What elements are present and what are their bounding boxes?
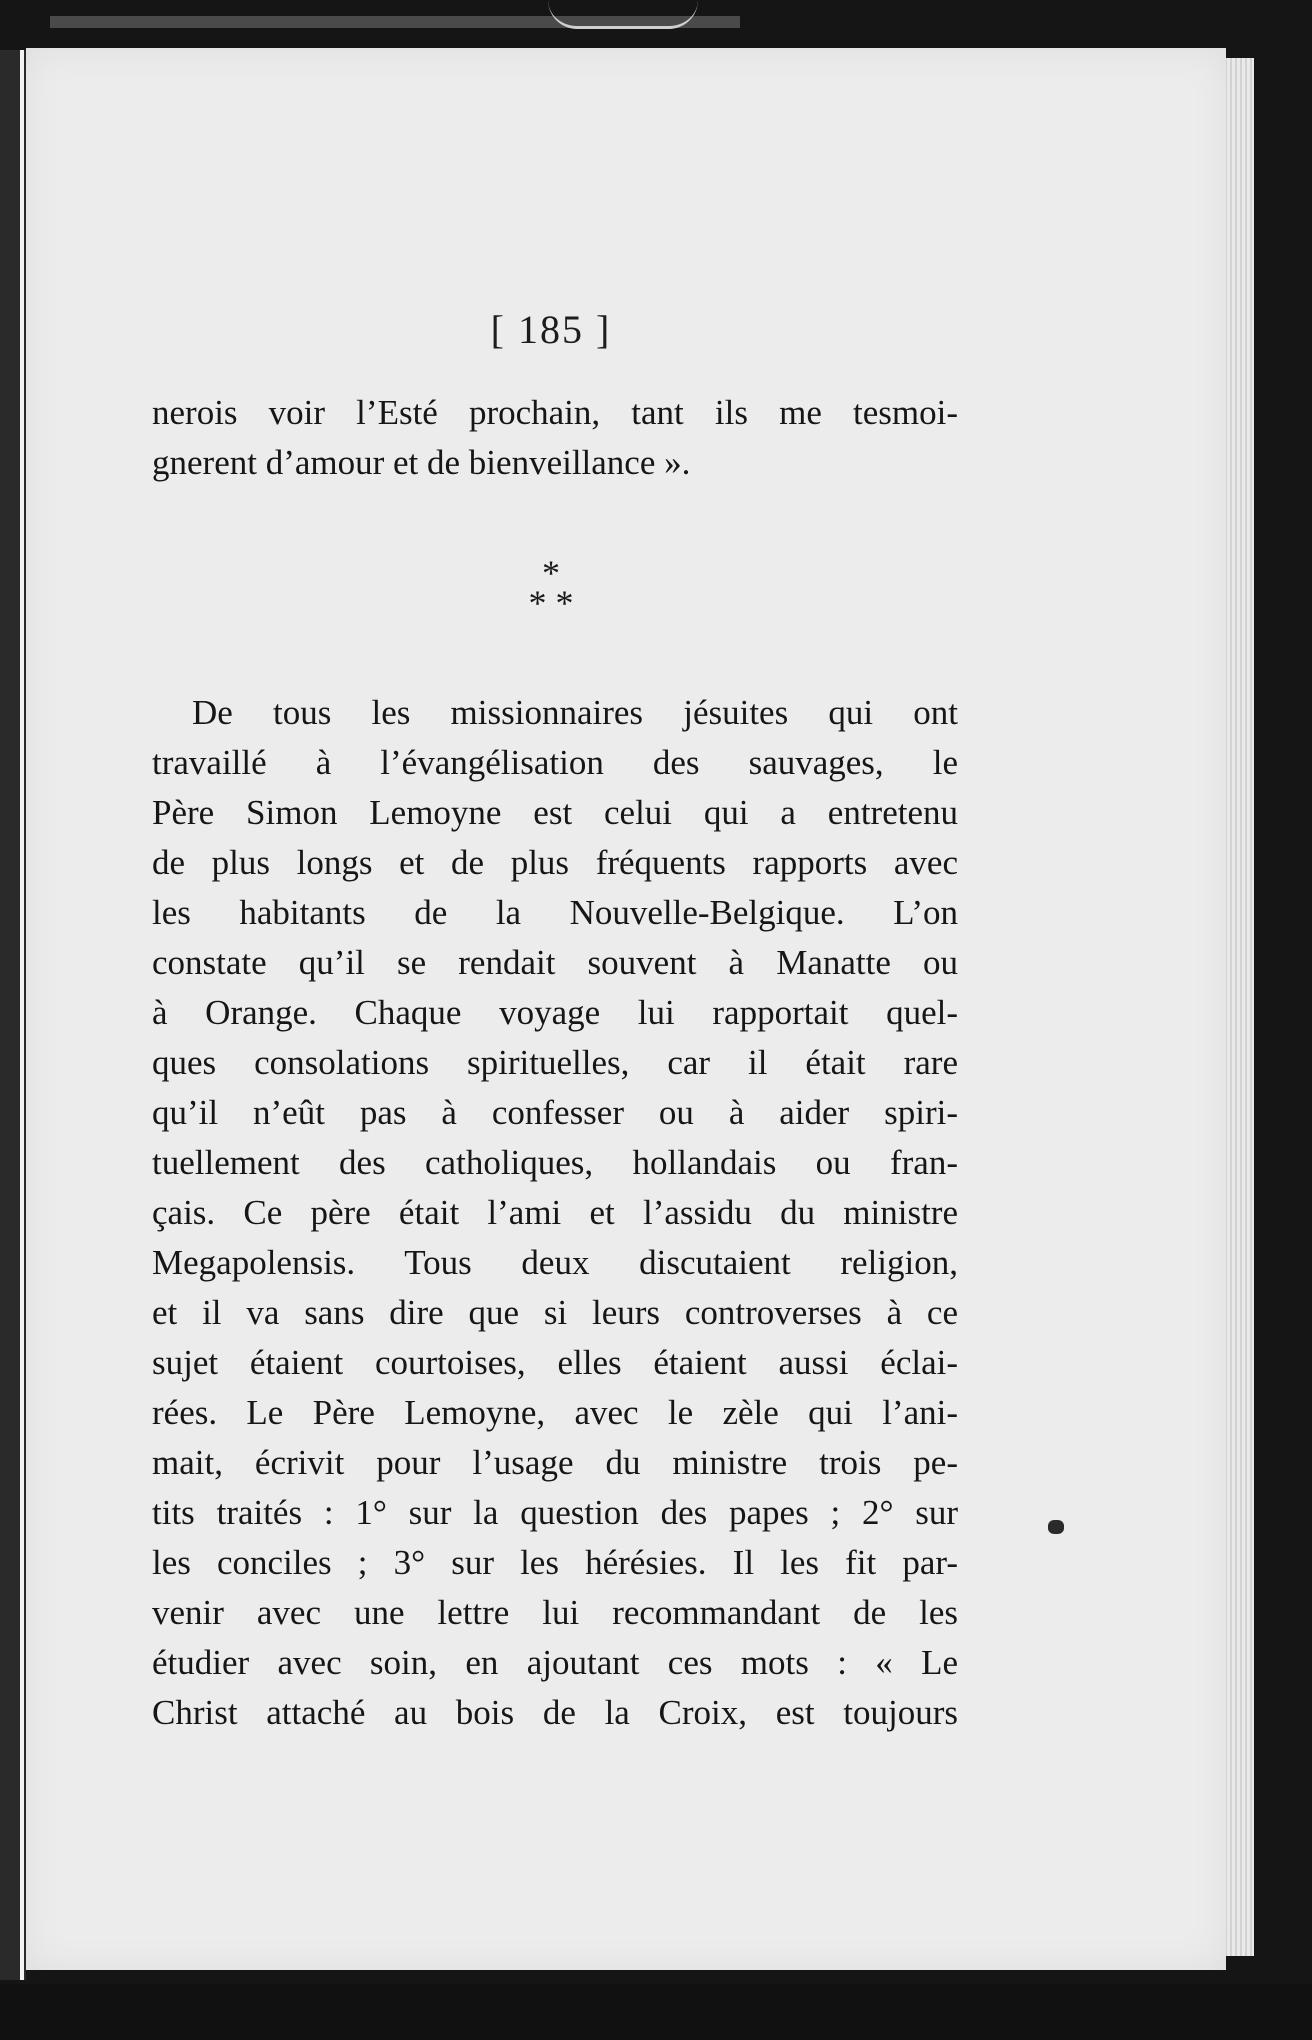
text-line: et il va sans dire que si leurs controverses à ce xyxy=(152,1293,958,1332)
page-number: [ 185 ] xyxy=(490,307,612,352)
text-line: gnerent d’amour et de bienveillance ». xyxy=(152,443,691,482)
text-line: tits traités : 1° sur la question des papes ; 2° sur xyxy=(152,1493,958,1532)
book-page xyxy=(26,48,1226,1970)
text-line: De tous les missionnaires jésuites qui ont xyxy=(192,693,958,732)
text-line: de plus longs et de plus fréquents rapports avec xyxy=(152,843,958,882)
text-line: Christ attaché au bois de la Croix, est toujours xyxy=(152,1693,958,1732)
text-line: travaillé à l’évangélisation des sauvages, le xyxy=(152,743,958,782)
text-line: venir avec une lettre lui recommandant de les xyxy=(152,1593,958,1632)
ink-speck xyxy=(1048,1520,1064,1534)
left-page-edge-line xyxy=(20,50,24,1980)
asterism-bottom: * * xyxy=(528,583,574,623)
right-page-stack xyxy=(1222,58,1254,1956)
text-line: les habitants de la Nouvelle-Belgique. L’on xyxy=(152,893,958,932)
text-line: les conciles ; 3° sur les hérésies. Il les fit par- xyxy=(152,1543,958,1582)
paragraph-main xyxy=(152,688,958,1738)
text-line: étudier avec soin, en ajoutant ces mots : « Le xyxy=(152,1643,958,1682)
text-line: Père Simon Lemoyne est celui qui a entretenu xyxy=(152,793,958,832)
text-line: mait, écrivit pour l’usage du ministre trois pe- xyxy=(152,1443,958,1482)
text-line: sujet étaient courtoises, elles étaient aussi éclai- xyxy=(152,1343,958,1382)
text-line: nerois voir l’Esté prochain, tant ils me tesmoi- xyxy=(152,393,958,432)
asterism-divider xyxy=(26,553,1076,623)
text-line: ques consolations spirituelles, car il était rare xyxy=(152,1043,958,1082)
text-line: Megapolensis. Tous deux discutaient religion, xyxy=(152,1243,958,1282)
text-line: constate qu’il se rendait souvent à Manatte ou xyxy=(152,943,958,982)
top-arc-mark xyxy=(548,0,698,29)
text-line: tuellement des catholiques, hollandais ou fran- xyxy=(152,1143,958,1182)
paragraph-continuation xyxy=(152,388,958,488)
bottom-scan-border xyxy=(0,1984,1312,2040)
text-line: çais. Ce père était l’ami et l’assidu du ministre xyxy=(152,1193,958,1232)
text-line: qu’il n’eût pas à confesser ou à aider spiri- xyxy=(152,1093,958,1132)
asterism-top: * xyxy=(542,553,560,593)
text-line: à Orange. Chaque voyage lui rapportait quel- xyxy=(152,993,958,1032)
text-line: rées. Le Père Lemoyne, avec le zèle qui l’ani- xyxy=(152,1393,958,1432)
